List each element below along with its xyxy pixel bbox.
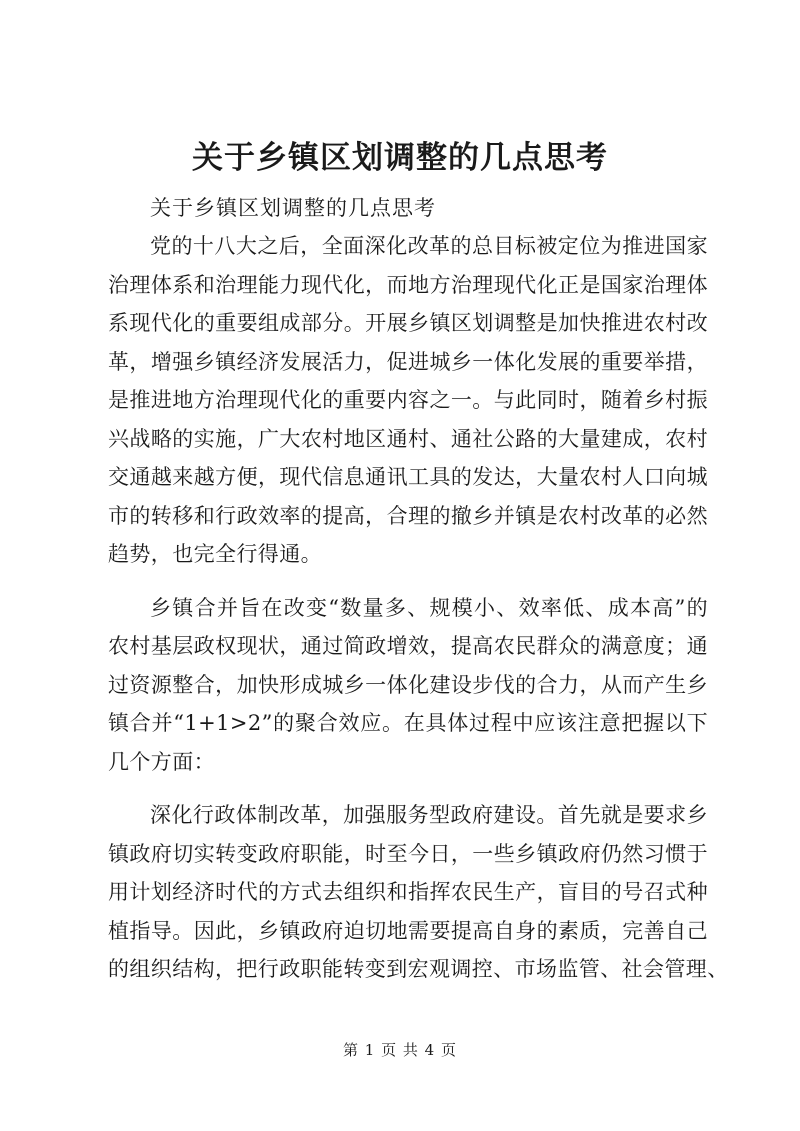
text-line: 市的转移和行政效率的提高，合理的撤乡并镇是农村改革的必然 xyxy=(108,504,708,528)
text-line: 植指导。因此，乡镇政府迫切地需要提高自身的素质，完善自己 xyxy=(108,919,708,943)
text-line: 系现代化的重要组成部分。开展乡镇区划调整是加快推进农村改 xyxy=(108,311,708,335)
text-line: 农村基层政权现状，通过简政增效，提高农民群众的满意度；通 xyxy=(108,634,708,658)
text-line: 深化行政体制改革，加强服务型政府建设。首先就是要求乡 xyxy=(150,803,708,827)
text-line: 趋势，也完全行得通。 xyxy=(108,542,322,566)
text-line: 过资源整合，加快形成城乡一体化建设步伐的合力，从而产生乡 xyxy=(108,673,708,697)
text-line: 镇政府切实转变政府职能，时至今日，一些乡镇政府仍然习惯于 xyxy=(108,842,708,866)
document-subtitle: 关于乡镇区划调整的几点思考 xyxy=(150,196,436,220)
text-line: 用计划经济时代的方式去组织和指挥农民生产，盲目的号召式种 xyxy=(108,880,708,904)
page-number-footer: 第 1 页 共 4 页 xyxy=(343,1041,457,1059)
text-line: 党的十八大之后，全面深化改革的总目标被定位为推进国家 xyxy=(150,234,708,258)
text-line: 交通越来越方便，现代信息通讯工具的发达，大量农村人口向城 xyxy=(108,465,708,489)
text-line: 是推进地方治理现代化的重要内容之一。与此同时，随着乡村振 xyxy=(108,388,708,412)
document-title: 关于乡镇区划调整的几点思考 xyxy=(192,140,608,176)
text-line: 乡镇合并旨在改变“数量多、规模小、效率低、成本高”的 xyxy=(150,596,708,620)
text-line: 几个方面： xyxy=(108,750,215,774)
text-line: 治理体系和治理能力现代化，而地方治理现代化正是国家治理体 xyxy=(108,273,708,297)
text-line: 的组织结构，把行政职能转变到宏观调控、市场监管、社会管理、 xyxy=(108,957,729,981)
text-line: 镇合并“1+1>2”的聚合效应。在具体过程中应该注意把握以下 xyxy=(108,711,708,735)
text-line: 革，增强乡镇经济发展活力，促进城乡一体化发展的重要举措， xyxy=(108,350,708,374)
text-line: 兴战略的实施，广大农村地区通村、通社公路的大量建成，农村 xyxy=(108,427,708,451)
